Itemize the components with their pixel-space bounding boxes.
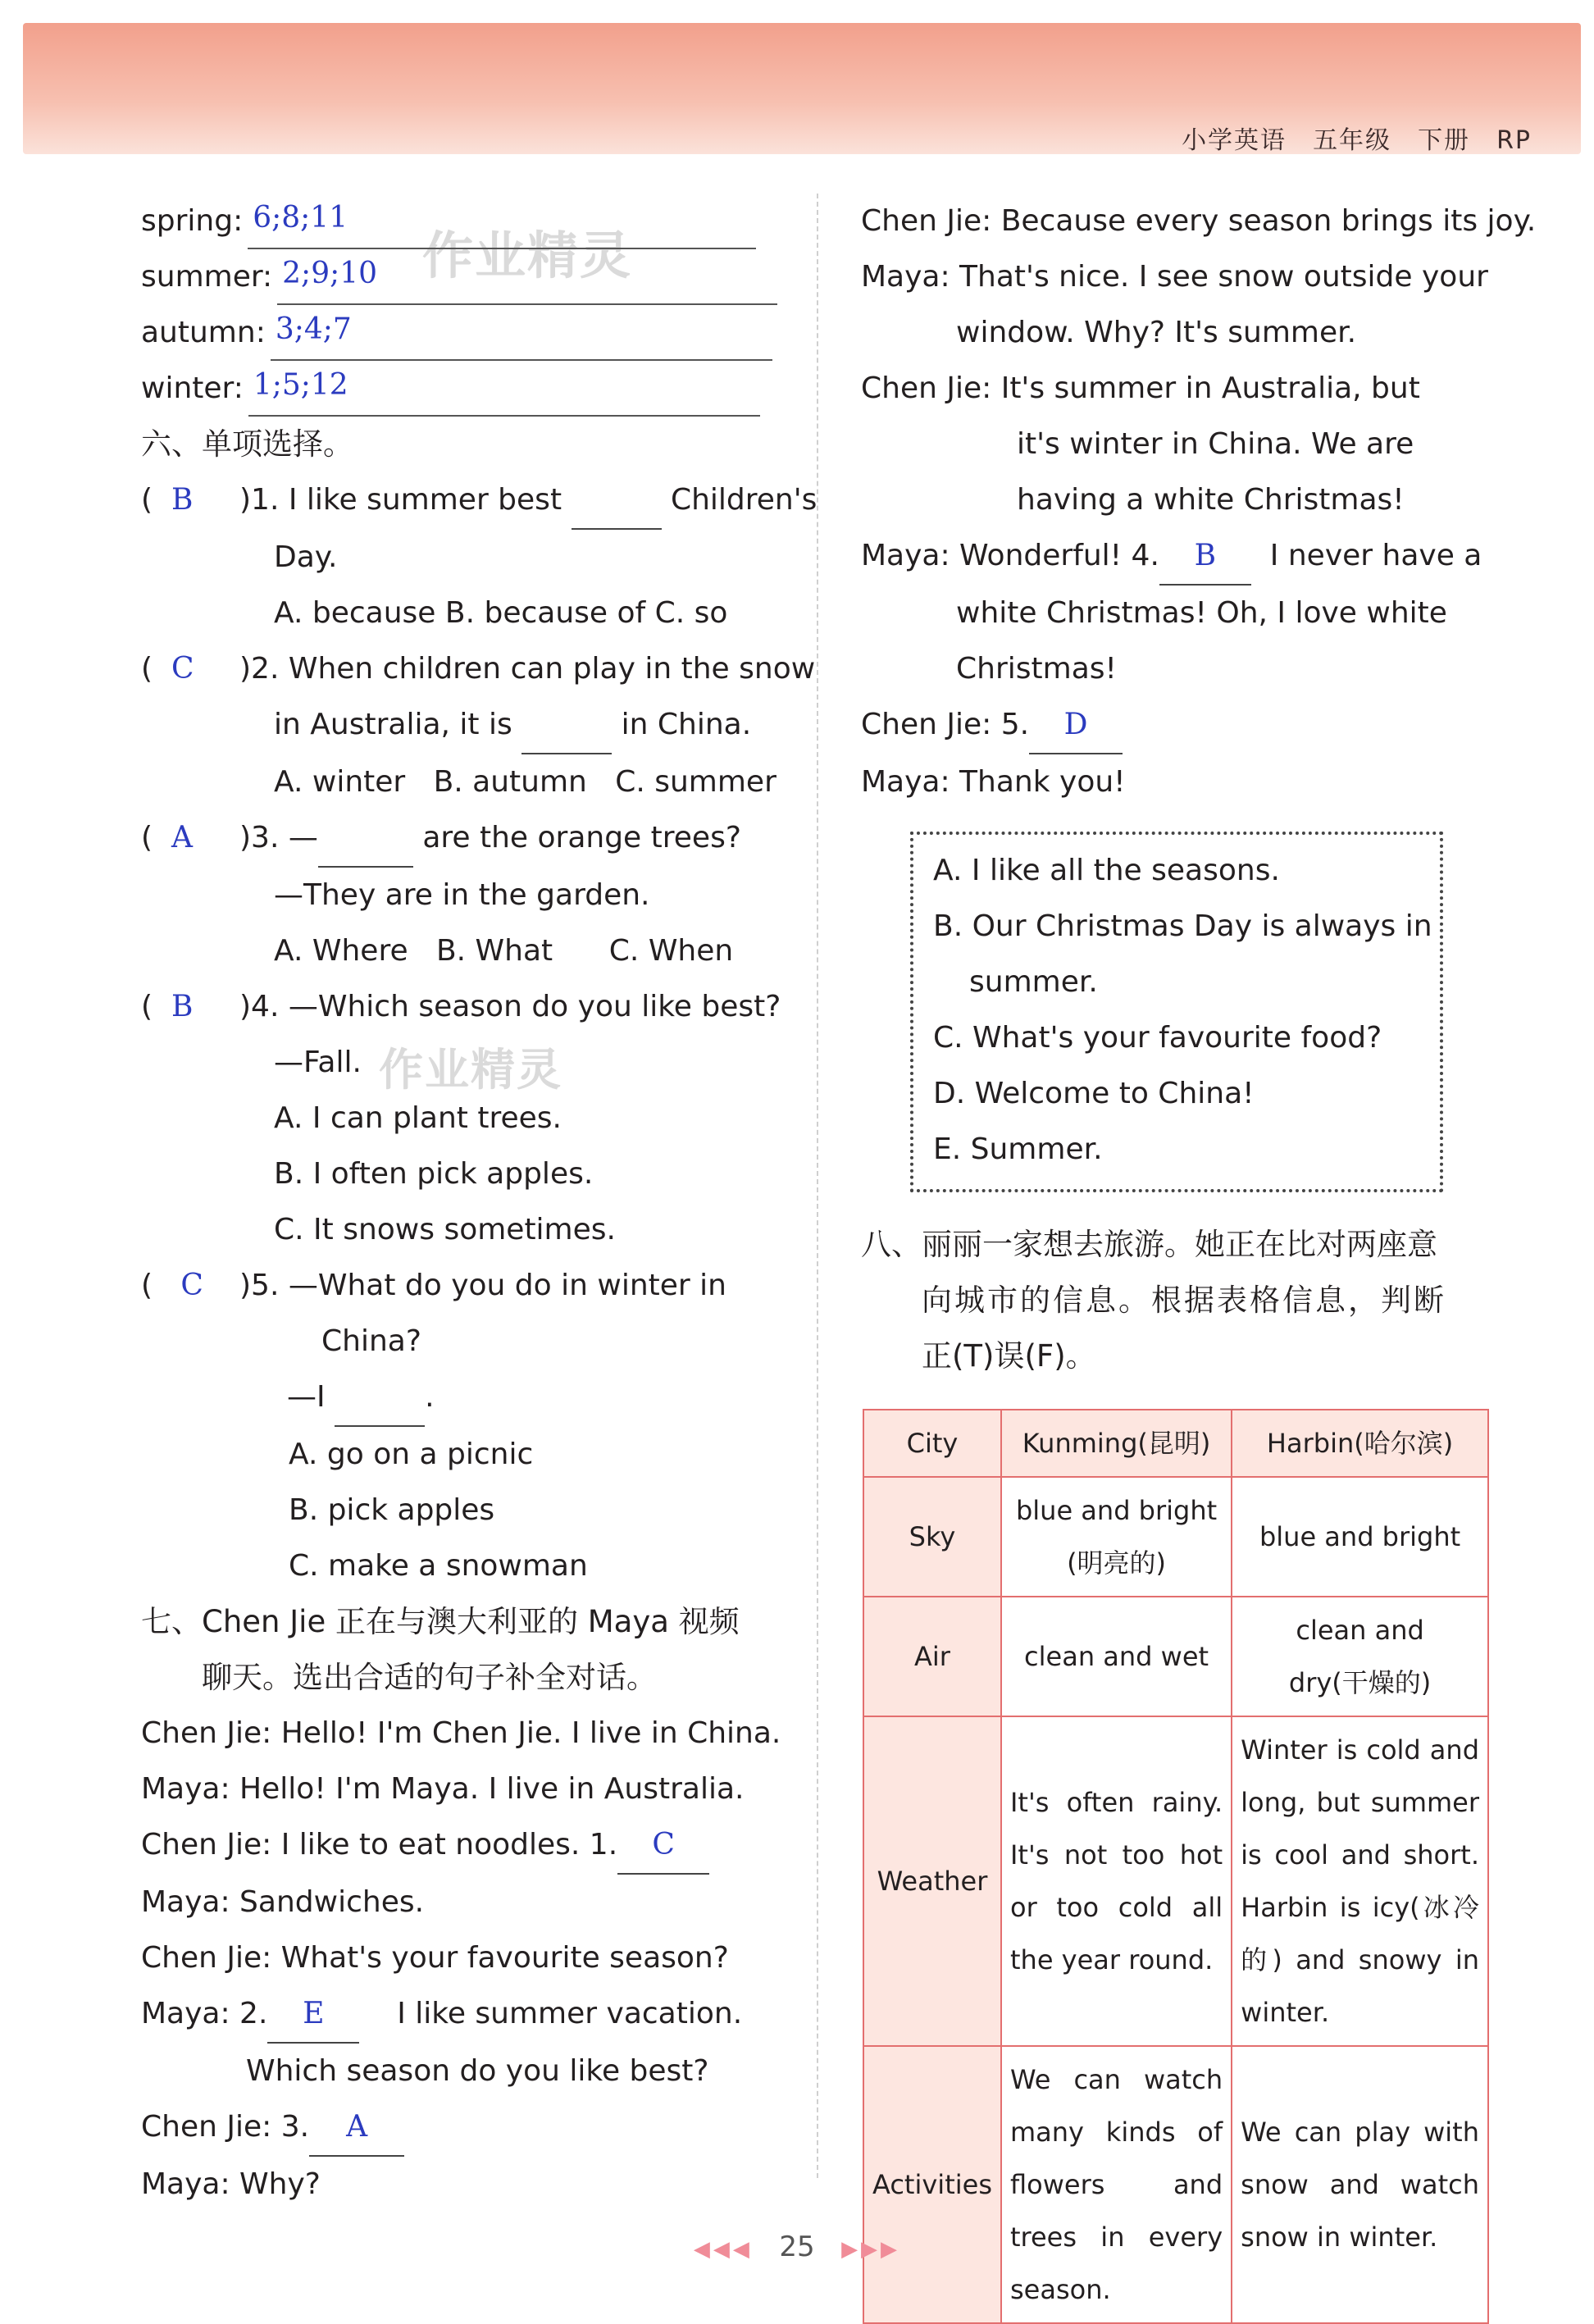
dialogue-line: Maya: Hello! I'm Maya. I live in Australia. [141, 1772, 745, 1806]
table-row [863, 1410, 1488, 1477]
dialogue-line [141, 1817, 777, 1875]
option-a: A. Where [274, 934, 408, 968]
cell-weather-harbin: Winter is cold and long, but summer is cool and short. Harbin is icy(冰冷的) and snowy in winter. [1232, 1716, 1488, 2046]
dialogue-line: having a white Christmas! [1017, 483, 1405, 517]
options [141, 754, 777, 810]
answer-line [277, 257, 777, 305]
option-c: C. make a snowman [289, 1549, 588, 1583]
question-text: China? [321, 1324, 421, 1358]
answer-blank [1159, 528, 1251, 586]
question-text: in China. [621, 708, 752, 741]
dialogue-line: Maya: Sandwiches. [141, 1885, 425, 1919]
season-label: summer: [141, 260, 273, 294]
reply: —They are in the garden. [274, 878, 650, 912]
blank [572, 472, 662, 530]
question-5 [141, 1258, 777, 1314]
question-text: in Australia, it is [274, 708, 512, 741]
row-label-air: Air [863, 1597, 1001, 1716]
page-footer [0, 2231, 1594, 2263]
season-label: spring: [141, 204, 244, 238]
option-a: A. I can plant trees. [274, 1101, 562, 1135]
option-b: B. pick apples [289, 1493, 495, 1527]
row-label-activities: Activities [863, 2046, 1001, 2323]
answer-paren: ( C [141, 652, 194, 686]
section8-title: 八、丽丽一家想去旅游。她正在比对两座意 [861, 1227, 1437, 1262]
option-a: A. go on a picnic [289, 1438, 534, 1471]
dialogue-text: I never have a [1269, 539, 1482, 572]
dialogue-line: Christmas! [956, 652, 1117, 686]
season-row-autumn [141, 305, 777, 361]
option-c: C. It snows sometimes. [274, 1213, 616, 1246]
dialogue-line: it's winter in China. We are [1017, 427, 1414, 461]
prev-arrows-icon: ◀◀◀ [693, 2237, 753, 2262]
box-option-c: C. What's your favourite food? [933, 1021, 1382, 1055]
table-row [863, 1477, 1488, 1597]
question-number: )3. [239, 821, 280, 854]
box-option-d: D. Welcome to China! [933, 1077, 1255, 1110]
row-label-sky: Sky [863, 1477, 1001, 1597]
reply-line [141, 1369, 777, 1427]
box-option-b: B. Our Christmas Day is always in [933, 909, 1432, 943]
dialogue-line: Chen Jie: What's your favourite season? [141, 1941, 729, 1975]
answer-paren: ( B [141, 483, 194, 517]
cell-sky-kunming [1001, 1477, 1232, 1597]
season-row-summer [141, 249, 777, 305]
dialogue-text: Chen Jie: 5. [861, 708, 1030, 741]
cell-air-kunming: clean and wet [1001, 1597, 1232, 1716]
answer-text: A [346, 2110, 368, 2144]
section6-title: 六、单项选择。 [141, 426, 353, 462]
left-column [141, 194, 817, 2212]
section7-title-cont: 聊天。选出合适的句子补全对话。 [202, 1660, 657, 1695]
dialogue-line: window. Why? It's summer. [956, 316, 1357, 349]
answer-line [271, 312, 772, 361]
season-label: autumn: [141, 316, 266, 349]
question-number: )2. [239, 652, 280, 686]
options [141, 923, 777, 979]
answer-text: E [303, 1997, 325, 2030]
answer-paren: ( A [141, 821, 193, 854]
box-option-e: E. Summer. [933, 1132, 1103, 1166]
question-text: I like summer best [288, 483, 562, 517]
answer-text: 1;5;12 [253, 368, 348, 402]
question-line [141, 697, 777, 754]
question-text: are the orange trees? [422, 821, 741, 854]
question-text: —Which season do you like best? [288, 990, 781, 1023]
table-row [863, 1597, 1488, 1716]
answer-paren: ( C [141, 1269, 203, 1302]
option-b: B. I often pick apples. [274, 1157, 594, 1191]
dialogue-text: Chen Jie: 3. [141, 2110, 310, 2144]
cell-weather-kunming: It's often rainy. It's not too hot or too cold all the year round. [1001, 1716, 1232, 2046]
answer-text: B [1194, 539, 1217, 572]
answer-blank [267, 1986, 359, 2044]
header-subject: 小学英语 [1182, 126, 1287, 155]
dialogue-text: I like summer vacation. [397, 1997, 743, 2030]
question-text: Day. [274, 540, 338, 574]
answer-paren: ( B [141, 990, 194, 1023]
header-volume: 下册 [1418, 126, 1471, 155]
option-b: B. autumn [433, 765, 587, 799]
dialogue-text: Chen Jie: I like to eat noodles. 1. [141, 1828, 618, 1861]
dialogue-line [861, 697, 1492, 754]
answer-blank [1029, 697, 1123, 754]
reply-end: . [425, 1380, 435, 1414]
dash: — [288, 821, 318, 854]
season-row-winter [141, 361, 777, 417]
page-header-band [23, 23, 1581, 154]
cell-text: clean and [1296, 1615, 1424, 1646]
blank [521, 697, 612, 754]
blank [318, 810, 413, 868]
dialogue-line [861, 528, 1492, 586]
question-4 [141, 979, 781, 1035]
option-c: C. summer [615, 765, 777, 799]
cell-activities-kunming: We can watch many kinds of flowers and trees in every season. [1001, 2046, 1232, 2323]
section8-title-cont: 向城市的信息。根据表格信息，判断 [922, 1283, 1446, 1318]
answer-text: C [652, 1828, 675, 1861]
table-header-city: City [863, 1410, 1001, 1477]
question-1 [141, 472, 817, 530]
answer-line [248, 368, 760, 417]
cell-text: (明亮的) [1067, 1547, 1167, 1579]
answer-text: B [171, 483, 194, 517]
answer-line [248, 201, 756, 249]
dialogue-line [141, 1986, 777, 2044]
cell-activities-harbin: We can play with snow and watch snow in winter. [1232, 2046, 1488, 2323]
answer-blank [617, 1817, 709, 1875]
header-grade: 五年级 [1313, 126, 1392, 155]
question-text: Children's [670, 483, 817, 517]
options: A. because B. because of C. so [274, 596, 728, 630]
blank [335, 1369, 425, 1427]
dialogue-line: Maya: Why? [141, 2167, 321, 2201]
city-info-table [863, 1409, 1489, 2324]
watermark: 作业精灵 [422, 226, 633, 285]
option-c: C. When [608, 934, 734, 968]
season-label: winter: [141, 371, 244, 405]
row-label-weather: Weather [863, 1716, 1001, 2046]
dialogue-text: Maya: 2. [141, 1997, 268, 2030]
season-row-spring [141, 194, 777, 249]
table-row [863, 1716, 1488, 2046]
next-arrows-icon: ▶▶▶ [841, 2237, 901, 2262]
cell-air-harbin [1232, 1597, 1488, 1716]
question-3 [141, 810, 777, 868]
cell-text: blue and bright [1015, 1495, 1218, 1526]
answer-blank [309, 2099, 404, 2157]
dialogue-line: white Christmas! Oh, I love white [956, 596, 1447, 630]
answer-text: B [171, 990, 194, 1023]
page-number: 25 [779, 2231, 815, 2263]
watermark: 作业精灵 [379, 1044, 562, 1096]
dialogue-line: Chen Jie: Because every season brings its joy. [861, 204, 1537, 238]
answer-text: 6;8;11 [253, 201, 348, 235]
right-column [861, 194, 1537, 1384]
dialogue-line: Chen Jie: It's summer in Australia, but [861, 371, 1420, 405]
dialogue-line [141, 2099, 777, 2157]
answer-text: C [171, 652, 194, 686]
dialogue-line: Maya: That's nice. I see snow outside your [861, 260, 1488, 294]
reply: —Fall. [274, 1046, 362, 1079]
answer-text: D [1063, 708, 1088, 741]
reply: —I [287, 1380, 326, 1414]
table-row [863, 2046, 1488, 2323]
option-b: B. What [435, 934, 553, 968]
header-edition: RP [1496, 126, 1532, 155]
answer-text: 3;4;7 [275, 312, 352, 346]
cell-text: dry(干燥的) [1288, 1667, 1432, 1698]
dialogue-line: Chen Jie: Hello! I'm Chen Jie. I live in China. [141, 1716, 781, 1750]
section7-title: 七、Chen Jie 正在与澳大利亚的 Maya 视频 [141, 1604, 740, 1639]
answer-text: A [171, 821, 193, 854]
table-header-kunming: Kunming(昆明) [1001, 1410, 1232, 1477]
question-number: )4. [239, 990, 280, 1023]
table-header-harbin: Harbin(哈尔滨) [1232, 1410, 1488, 1477]
answer-text: 2;9;10 [282, 257, 378, 290]
dialogue-text: Maya: Wonderful! 4. [861, 539, 1159, 572]
question-text: When children can play in the snow [288, 652, 816, 686]
question-text: —What do you do in winter in [288, 1269, 726, 1302]
box-option-a: A. I like all the seasons. [933, 854, 1280, 887]
dialogue-line: Which season do you like best? [246, 2054, 709, 2088]
answer-text: C [180, 1269, 203, 1302]
dialogue-line: Maya: Thank you! [861, 765, 1126, 799]
question-number: )1. [239, 483, 280, 517]
options-box [910, 832, 1443, 1192]
cell-sky-harbin: blue and bright [1232, 1477, 1488, 1597]
question-2 [141, 641, 816, 697]
section8-title-cont: 正(T)误(F)。 [922, 1338, 1096, 1374]
box-option-b-cont: summer. [969, 965, 1098, 999]
question-number: )5. [239, 1269, 280, 1302]
header-info [1155, 120, 1532, 156]
option-a: A. winter [274, 765, 406, 799]
